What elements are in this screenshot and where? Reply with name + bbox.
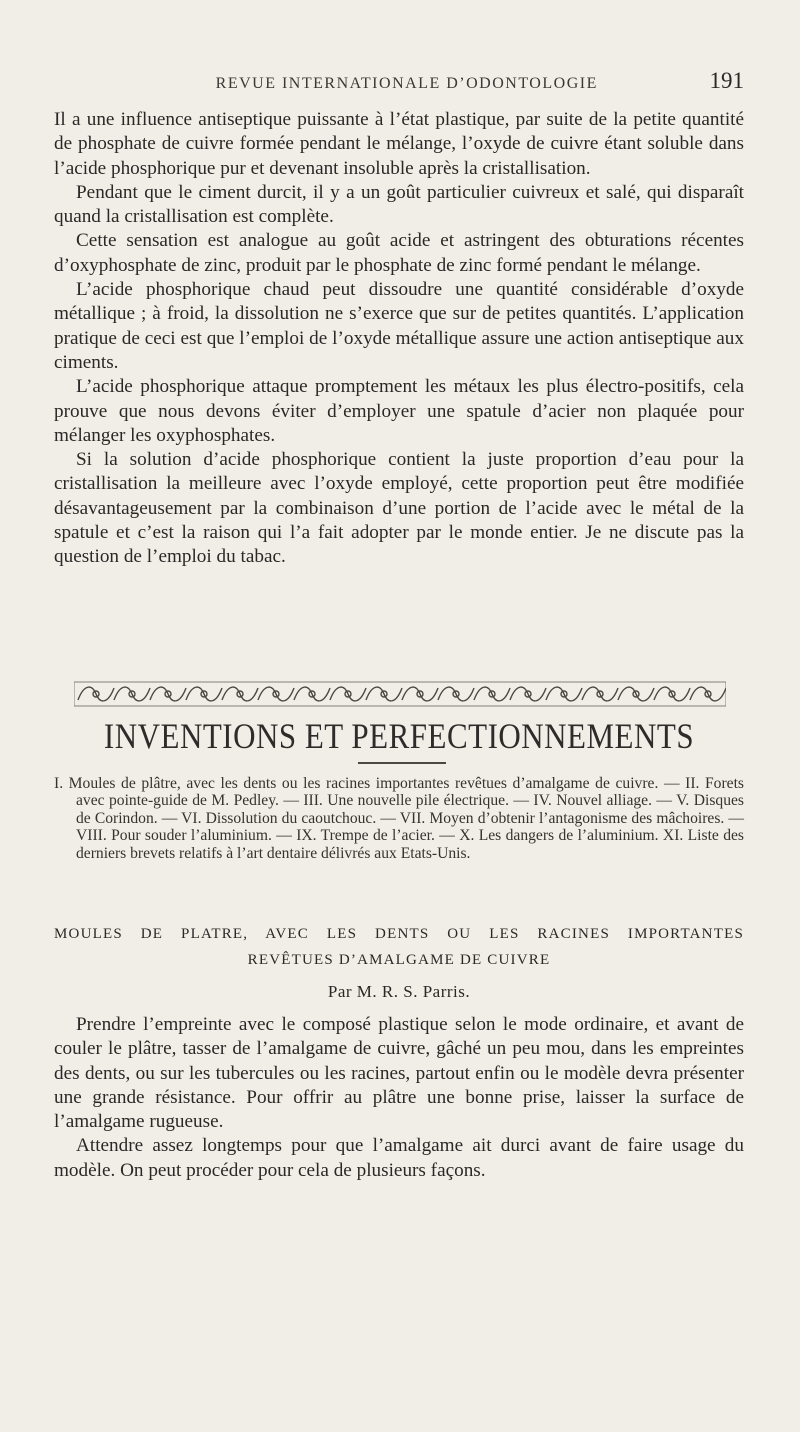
page-number: 191 (709, 68, 744, 93)
article-paragraph: Attendre assez longtemps pour que l’amalgame ait durci avant de faire usage du modèle. On peut procéder pour cela de plusieurs façons. (54, 1135, 744, 1181)
paragraph: Si la solution d’acide phosphorique contient la juste proportion d’eau pour la cristallisation la meilleure avec l’oxyde employé, cette proportion peut être modifiée désavantageusement par la combinaison d’une portion de l’acide avec le métal de la spatule et c’est la raison qui l’a fait adopter par le monde entier. Je ne discute pas la question de l’emploi du tabac. (54, 449, 744, 568)
paragraph: Cette sensation est analogue au goût acide et astringent des obturations récentes d’oxyphosphate de zinc, produit par le phosphate de zinc formé pendant le mélange. (54, 230, 744, 276)
paragraph: Il a une influence antiseptique puissante à l’état plastique, par suite de la petite quantité de phosphate de cuivre formée pendant le mélange, l’oxyde de cuivre étant soluble dans l’acide phosphorique pur et devenant insoluble après la cristallisation. (54, 109, 744, 179)
summary-text: I. Moules de plâtre, avec les dents ou les racines importantes revêtues d’amalgame de cuivre. — II. Forets avec pointe-guide de M. Pedley. — III. Une nouvelle pile électrique. — IV. Nouvel alliage. — V. Disques de Corindon. — VI. Dissolution du caoutchouc. — VII. Moyen d’obtenir l’antagonisme des mâchoires. — VIII. Pour souder l’aluminium. — IX. Trempe de l’acier. — X. Les dangers de l’aluminium. XI. Liste des derniers brevets relatifs à l’art dentaire délivrés aux Etats-Unis. (54, 775, 744, 862)
running-header (54, 68, 744, 94)
article-heading-line1: MOULES DE PLATRE, AVEC LES DENTS OU LES RACINES IMPORTANTES (54, 926, 744, 942)
article-heading (54, 921, 744, 973)
paragraph: Pendant que le ciment durcit, il y a un goût particulier cuivreux et salé, qui disparaît quand la cristallisation est complète. (54, 181, 744, 228)
body-text (54, 108, 744, 570)
paragraph: L’acide phosphorique attaque promptement les métaux les plus électro-positifs, cela prouve que nous devons éviter d’employer une spatule d’acier non plaquée pour mélanger les oxyphosphates. (54, 376, 744, 446)
article-heading-line2: REVÊTUES D’AMALGAME DE CUIVRE (247, 952, 551, 968)
paragraph: L’acide phosphorique chaud peut dissoudre une quantité considérable d’oxyde métallique ; à froid, la dissolution ne s’exerce que sur de petites quantités. L’application pratique de ceci est que l’emploi de l’oxyde métallique assure une action antiseptique aux ciments. (54, 279, 744, 373)
title-rule (358, 762, 446, 764)
article-author: Par M. R. S. Parris. (327, 982, 471, 1001)
article-body (54, 1013, 744, 1183)
ornament-divider (74, 680, 726, 708)
running-title: REVUE INTERNATIONALE D’ODONTOLOGIE (215, 75, 598, 92)
section-summary (54, 775, 744, 862)
section-title: INVENTIONS ET PERFECTIONNEMENTS (103, 716, 695, 757)
article-paragraph: Prendre l’empreinte avec le composé plastique selon le mode ordinaire, et avant de couler le plâtre, tasser de l’amalgame de cuivre, gâché un peu mou, dans les empreintes des dents, ou sur les tubercules ou les racines, partout enfin ou le modèle devra présenter une grande résistance. Pour offrir au plâtre une bonne prise, laisser la surface de l’amalgame rugueuse. (54, 1014, 744, 1133)
